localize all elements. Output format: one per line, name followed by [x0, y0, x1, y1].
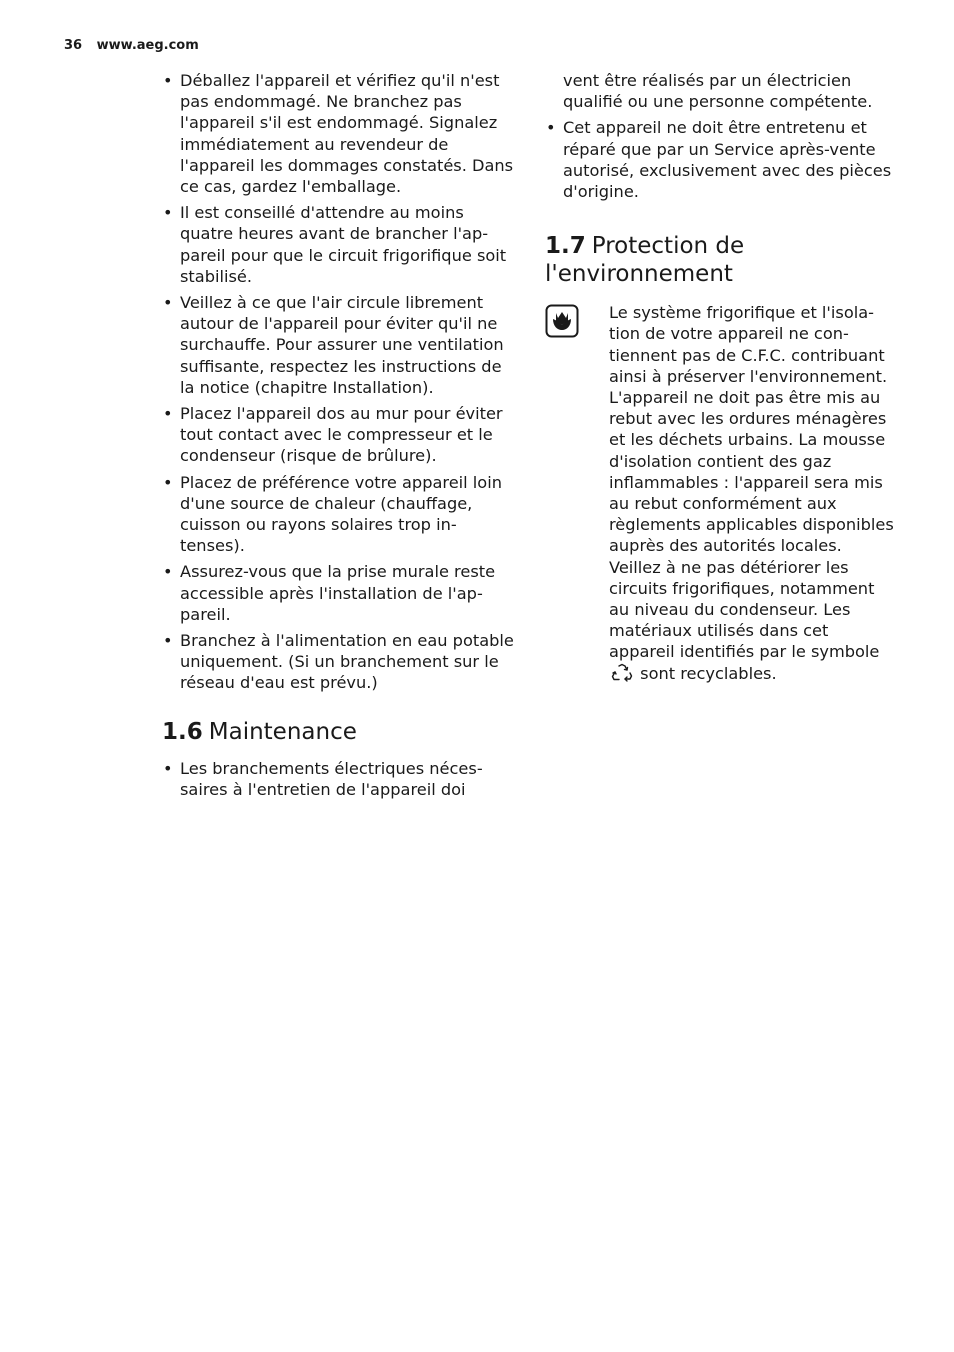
environment-text: [609, 302, 895, 684]
recycle-icon: [611, 663, 633, 683]
environment-block: [545, 302, 895, 684]
list-item: • Placez de préférence votre appareil loin d'une source de chaleur (chauffage, cuisson ou rayons solaires trop intenses).: [162, 472, 514, 557]
page-header: [64, 38, 199, 53]
list-item: • Veillez à ce que l'air circule librement autour de l'appareil pour éviter qu'il ne surchauffe. Pour assurer une ventilation suffisante, respectez les instructions de la notice (chapitre Installation).: [162, 292, 514, 398]
list-item: • Assurez-vous que la prise murale reste accessible après l'installation de l'appareil.: [162, 561, 514, 625]
installation-list: [162, 70, 514, 694]
list-item: • Branchez à l'alimentation en eau potable uniquement. (Si un branchement sur le réseau d'eau est prévu.): [162, 630, 514, 694]
site-url[interactable]: www.aeg.com: [96, 38, 199, 53]
list-item: • Placez l'appareil dos au mur pour éviter tout contact avec le compresseur et le condenseur (risque de brûlure).: [162, 403, 514, 467]
list-item: • Il est conseillé d'attendre au moins quatre heures avant de brancher l'appareil pour que le circuit frigorifique soit stabilisé.: [162, 202, 514, 287]
list-item: • Les branchements électriques nécessaires à l'entretien de l'appareil doi: [162, 758, 514, 800]
list-item: • Cet appareil ne doit être entretenu et réparé que par un Service après-vente autorisé, exclusivement avec des pièces d'origine.: [545, 117, 895, 202]
environment-text-main: Le système frigorifique et l'isolation de votre appareil ne contiennent pas de C.F.C. contribuant ainsi à préserver l'environnement. L'appareil ne doit pas être mis au rebut avec les ordures ménagères et les déchets urbains. La mousse d'isolation contient des gaz inflammables : l'appareil sera mis au rebut conformément aux règlements applicables disponibles auprès des autorités locales. Veillez à ne pas détériorer les circuits frigorifiques, notamment au niveau du condenseur. Les matériaux utilisés dans cet appareil identifiés par le symbole: [609, 303, 894, 662]
section-title-line2: l'environnement: [545, 261, 733, 288]
list-item: • Déballez l'appareil et vérifiez qu'il n'est pas endommagé. Ne branchez pas l'appareil s'il est endommagé. Signalez immédiatement au revendeur de l'appareil les dommages constatés. Dans ce cas, gardez l'emballage.: [162, 70, 514, 197]
maintenance-list-continued: [545, 117, 895, 202]
section-number: 1.6: [162, 718, 203, 745]
section-title: Maintenance: [208, 718, 357, 745]
right-column: [545, 70, 895, 684]
environment-flower-icon: [545, 304, 579, 338]
page-number: 36: [64, 38, 83, 53]
environment-text-end: sont recyclables.: [640, 663, 777, 683]
maintenance-list: [162, 758, 514, 800]
maintenance-heading: [162, 718, 514, 746]
section-number: 1.7: [545, 233, 586, 260]
environment-heading: [545, 232, 895, 288]
left-column: [162, 70, 514, 805]
section-title-line1: Protection de: [591, 233, 745, 260]
list-item-continuation: vent être réalisés par un électricien qualifié ou une personne compétente.: [563, 71, 873, 112]
